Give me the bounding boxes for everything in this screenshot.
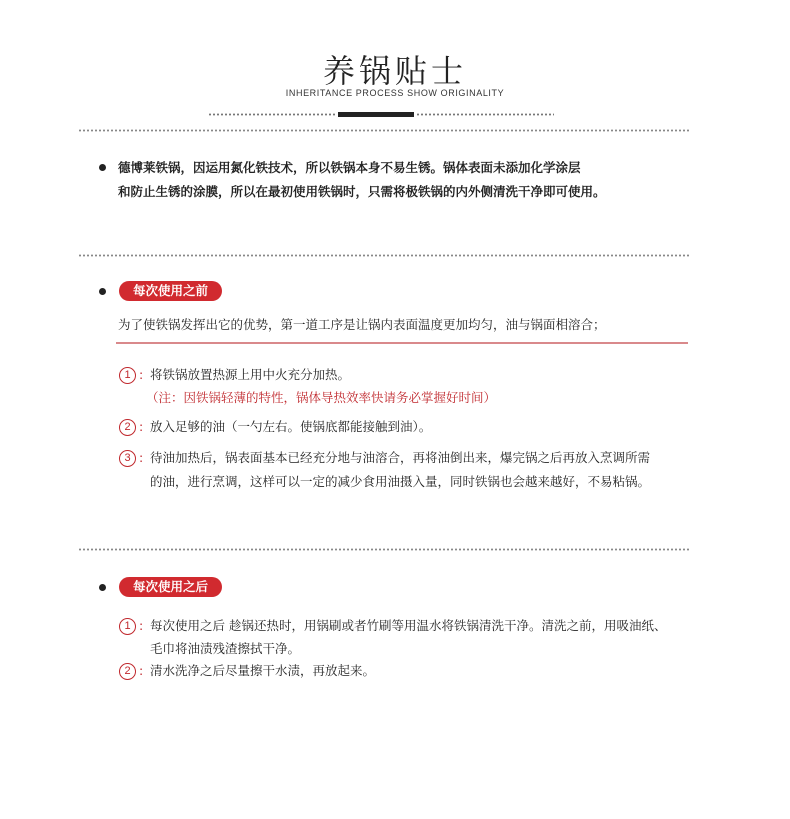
dotted-divider <box>78 548 690 551</box>
step-number-badge: 1 <box>119 367 136 384</box>
ornament-dots-right <box>416 113 554 116</box>
step-colon: : <box>139 419 144 434</box>
page-subtitle: INHERITANCE PROCESS SHOW ORIGINALITY <box>285 88 505 98</box>
step-number-badge: 3 <box>119 450 136 467</box>
dotted-divider <box>78 129 690 132</box>
before-step-1-text: 将铁锅放置热源上用中火充分加热。 <box>150 367 351 382</box>
before-use-badge: 每次使用之前 <box>119 281 222 301</box>
before-use-lead: 为了使铁锅发挥出它的优势，第一道工序是让锅内表面温度更加均匀，油与锅面相溶合； <box>118 317 606 332</box>
intro-line-2: 和防止生锈的涂膜，所以在最初使用铁锅时，只需将极铁锅的内外侧清洗干净即可使用。 <box>118 184 606 199</box>
after-step-1-text: 每次使用之后 趁锅还热时，用锅刷或者竹刷等用温水将铁锅清洗干净。清洗之前，用吸油纸、 <box>150 618 667 633</box>
step-number-badge: 1 <box>119 618 136 635</box>
bullet-icon <box>99 584 106 591</box>
ornament-bar <box>338 112 414 117</box>
before-step-3-text: 待油加热后，锅表面基本已经充分地与油溶合，再将油倒出来，爆完锅之后再放入烹调所需 <box>150 450 651 465</box>
step-colon: : <box>139 618 144 633</box>
after-step-1-text-cont: 毛巾将油渍残渣擦拭干净。 <box>150 641 301 656</box>
title-ornament <box>208 111 554 119</box>
dotted-divider <box>78 254 690 257</box>
step-colon: : <box>139 367 144 382</box>
bullet-icon <box>99 288 106 295</box>
step-colon: : <box>139 450 144 465</box>
ornament-dots-left <box>208 113 336 116</box>
before-step-2-text: 放入足够的油（一勺左右。使锅底都能接触到油）。 <box>150 419 432 434</box>
before-step-1-note: （注：因铁锅轻薄的特性，锅体导热效率快请务必掌握好时间） <box>146 390 497 405</box>
intro-line-1: 德博莱铁锅，因运用氮化铁技术，所以铁锅本身不易生锈。锅体表面未添加化学涂层 <box>118 160 581 175</box>
bullet-icon <box>99 164 106 171</box>
step-colon: : <box>139 663 144 678</box>
after-step-2-text: 清水洗净之后尽量擦干水渍，再放起来。 <box>150 663 376 678</box>
step-number-badge: 2 <box>119 419 136 436</box>
before-step-3-text-cont: 的油，进行烹调，这样可以一定的减少食用油摄入量，同时铁锅也会越来越好，不易粘锅。 <box>150 474 651 489</box>
page-title: 养锅贴士 <box>322 52 467 90</box>
red-underline <box>116 342 688 344</box>
after-use-badge: 每次使用之后 <box>119 577 222 597</box>
step-number-badge: 2 <box>119 663 136 680</box>
